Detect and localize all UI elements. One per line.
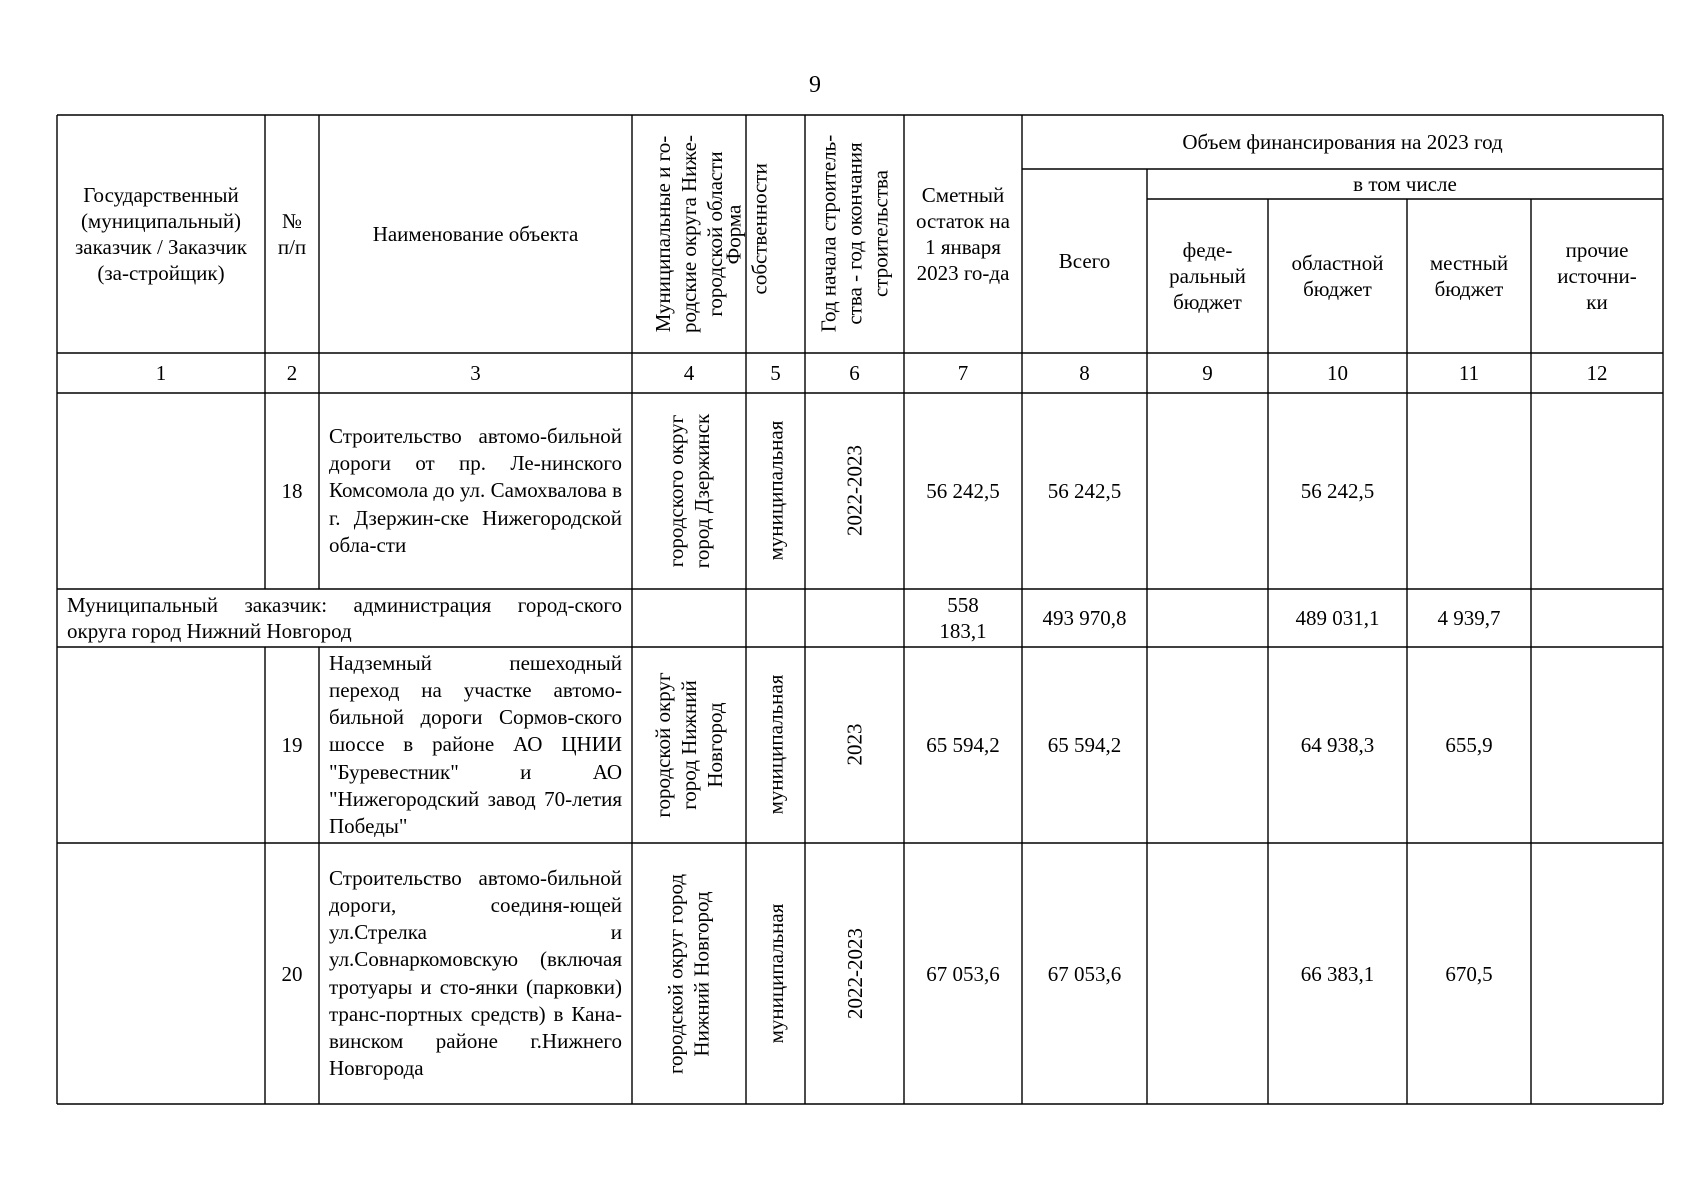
col-number: 12 — [1586, 361, 1608, 385]
district: городской округ город Нижний Новгород — [663, 873, 714, 1075]
col-number: 9 — [1202, 361, 1213, 385]
construction-years: 2022-2023 — [842, 445, 866, 536]
object-name: Строительство автомо-бильной дороги, соединя-ющей ул.Стрелка и ул.Совнаркомовскую (включая тротуары и сто-янки (парковки) транс-портных средств) в Кана-винском районе г.Нижнего Новгорода — [329, 865, 622, 1081]
header-federal: феде-ральный бюджет — [1169, 238, 1246, 314]
funding-federal — [1147, 589, 1268, 647]
funding-total: 493 970,8 — [1042, 606, 1127, 630]
header-districts: Муниципальные и го-родские округа Ниже-городской области — [651, 135, 727, 333]
header-funding: Объем финансирования на 2023 год — [1182, 130, 1503, 154]
header-total: Всего — [1058, 249, 1111, 273]
estimate-balance: 558 183,1 — [939, 593, 987, 643]
col-number: 4 — [683, 361, 695, 385]
funding-local — [1407, 393, 1531, 589]
construction-years: 2023 — [842, 723, 866, 766]
funding-local: 655,9 — [1445, 733, 1493, 757]
header-other: прочие источни-ки — [1557, 238, 1637, 314]
funding-federal — [1147, 843, 1268, 1104]
funding-local: 670,5 — [1445, 961, 1493, 986]
construction-years: 2022-2023 — [842, 928, 867, 1019]
funding-regional: 56 242,5 — [1300, 479, 1375, 503]
funding-other — [1531, 393, 1663, 589]
funding-federal — [1147, 393, 1268, 589]
district: городской округ город Нижний Новгород — [651, 672, 727, 818]
header-row-number: № п/п — [277, 209, 307, 259]
header-estimate: Сметный остаток на 1 января 2023 го-да — [916, 183, 1010, 285]
header-customer: Государственный (муниципальный) заказчик / Заказчик (за-стройщик) — [75, 183, 247, 285]
funding-other — [1531, 647, 1663, 843]
col-number: 1 — [155, 361, 167, 385]
funding-other — [1531, 843, 1663, 1104]
col-number: 6 — [849, 361, 860, 385]
ownership: муниципальная — [763, 420, 787, 561]
col-number: 8 — [1079, 361, 1090, 385]
header-ownership: Форма собственности — [721, 163, 771, 295]
ownership: муниципальная — [763, 674, 787, 815]
funding-total: 67 053,6 — [1047, 961, 1122, 986]
header-object-name: Наименование объекта — [372, 222, 579, 246]
header-years: Год начала строитель-ства - год окончания строительства — [816, 134, 892, 333]
estimate-balance: 56 242,5 — [926, 479, 1000, 503]
header-regional: областной бюджет — [1291, 251, 1384, 301]
funding-federal — [1147, 647, 1268, 843]
page-number: 9 — [809, 72, 821, 98]
funding-total: 65 594,2 — [1047, 733, 1122, 757]
funding-other — [1531, 589, 1663, 647]
row-number: 18 — [281, 479, 303, 503]
district: городского округ город Дзержинск — [664, 413, 714, 569]
object-name: Строительство автомо-бильной дороги от пр. Ле-нинского Комсомола до ул. Самохвалова в г. Дзержин-ске Нижегородской обла-сти — [329, 423, 622, 557]
estimate-balance: 65 594,2 — [926, 733, 1000, 757]
customer-name: Муниципальный заказчик: администрация город-ского округа город Нижний Новгород — [67, 593, 622, 643]
funding-local: 4 939,7 — [1437, 606, 1501, 630]
col-number: 10 — [1327, 361, 1348, 385]
funding-regional: 66 383,1 — [1300, 961, 1375, 986]
header-local: местный бюджет — [1429, 251, 1509, 301]
col-number: 11 — [1458, 361, 1480, 385]
estimate-balance: 67 053,6 — [926, 961, 1000, 986]
row-number: 20 — [281, 961, 303, 986]
header-including: в том числе — [1353, 172, 1457, 196]
col-number: 7 — [957, 361, 969, 385]
row-number: 19 — [281, 733, 303, 757]
col-number: 3 — [470, 361, 481, 385]
funding-regional: 64 938,3 — [1300, 733, 1375, 757]
object-name: Надземный пешеходный переход на участке автомо-бильной дороги Сормов-ского шоссе в районе АО ЦНИИ "Буревестник" и АО "Нижегородский завод 70-летия Победы" — [329, 650, 622, 838]
col-number: 5 — [770, 361, 781, 385]
funding-total: 56 242,5 — [1047, 479, 1122, 503]
ownership: муниципальная — [763, 903, 788, 1044]
funding-regional: 489 031,1 — [1295, 606, 1380, 630]
col-number: 2 — [286, 361, 298, 385]
